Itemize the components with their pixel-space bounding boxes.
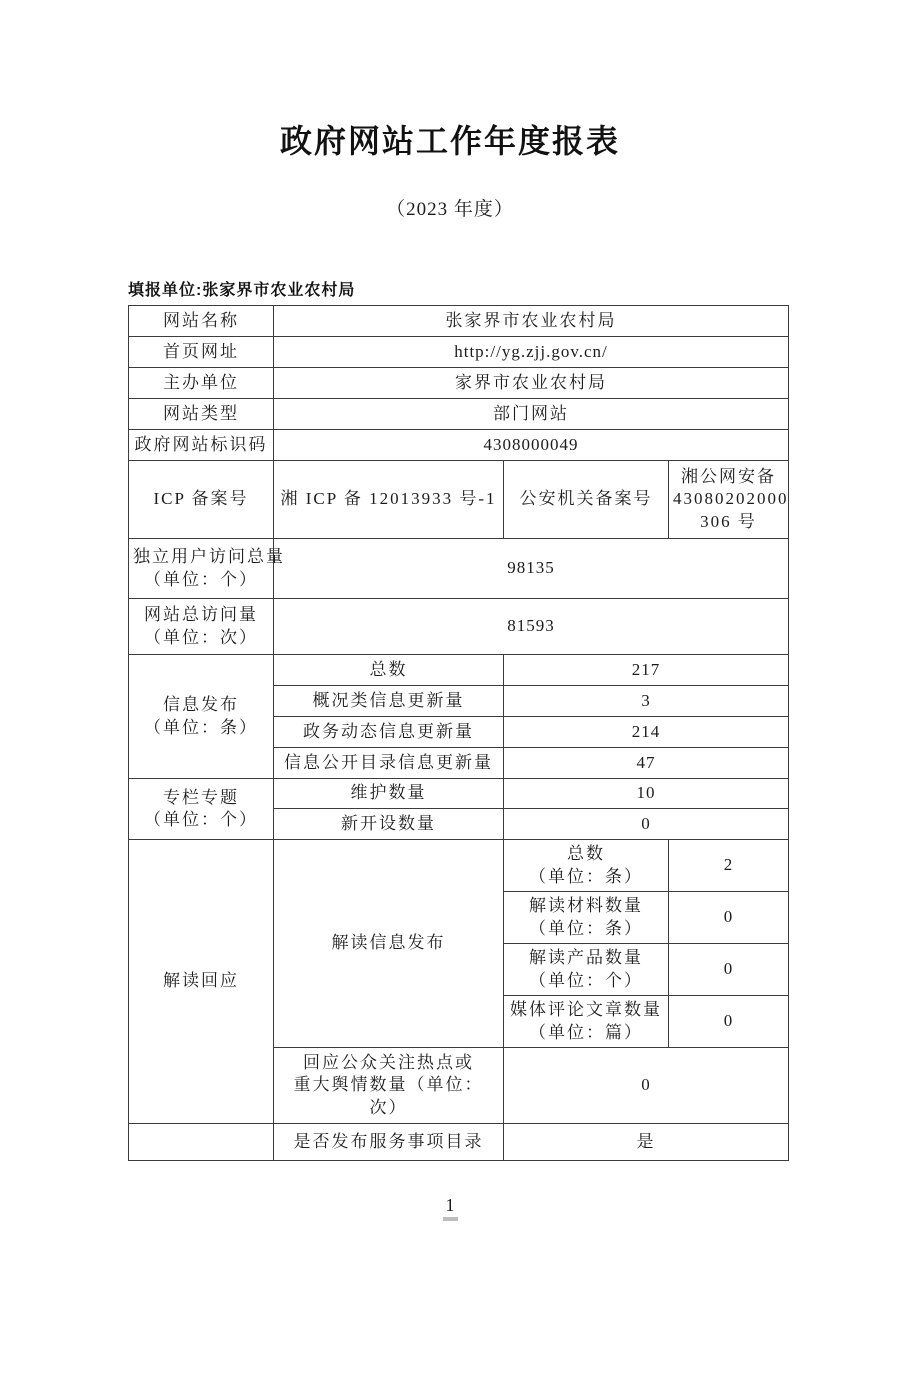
homepage-url-label: 首页网址: [129, 337, 274, 368]
interp-total-value: 2: [669, 840, 789, 892]
unique-visitors-label: 独立用户访问总量（单位：个）: [129, 539, 274, 599]
overview-update-value: 3: [504, 686, 789, 717]
service-directory-label: 是否发布服务事项目录: [274, 1124, 504, 1161]
interp-product-label: 解读产品数量 （单位：个）: [504, 944, 669, 996]
hotspot-response-value: 0: [504, 1048, 789, 1124]
info-total-label: 总数: [274, 655, 504, 686]
table-row: [129, 430, 789, 461]
interp-material-value: 0: [669, 892, 789, 944]
website-name-value: 张家界市农业农村局: [274, 306, 789, 337]
table-row: [129, 779, 789, 809]
service-directory-value: 是: [504, 1124, 789, 1161]
media-comment-value: 0: [669, 996, 789, 1048]
table-row: [129, 306, 789, 337]
interp-product-value: 0: [669, 944, 789, 996]
unique-visitors-value: 98135: [274, 539, 789, 599]
table-row: [129, 539, 789, 599]
police-record-line: 43080202000: [673, 489, 789, 509]
info-publish-section-label: 信息发布 （单位：条）: [129, 655, 274, 779]
police-record-line: 306 号: [700, 511, 757, 531]
media-comment-label: 媒体评论文章数量 （单位：篇）: [504, 996, 669, 1048]
gov-news-update-label: 政务动态信息更新量: [274, 717, 504, 748]
table-row: [129, 368, 789, 399]
website-name-label: 网站名称: [129, 306, 274, 337]
table-row: [129, 337, 789, 368]
police-record-label: 公安机关备案号: [504, 461, 669, 539]
interp-total-label: 总数 （单位：条）: [504, 840, 669, 892]
interpretation-publish-label: 解读信息发布: [274, 840, 504, 1048]
overview-update-label: 概况类信息更新量: [274, 686, 504, 717]
total-visits-label: 网站总访问量 （单位：次）: [129, 599, 274, 655]
hotspot-response-label: 回应公众关注热点或 重大舆情数量（单位： 次）: [274, 1048, 504, 1124]
sponsor-unit-value: 家界市农业农村局: [274, 368, 789, 399]
info-total-value: 217: [504, 655, 789, 686]
site-id-label: 政府网站标识码: [129, 430, 274, 461]
icp-row: [129, 461, 789, 539]
annual-report-table: [128, 305, 789, 1161]
interpretation-section-label: 解读回应: [129, 840, 274, 1124]
page-subtitle: （2023 年度）: [386, 199, 514, 220]
new-count-label: 新开设数量: [274, 809, 504, 840]
table-row: [129, 1124, 789, 1161]
reporting-unit: 填报单位:张家界市农业农村局: [128, 282, 356, 299]
open-directory-update-label: 信息公开目录信息更新量: [274, 748, 504, 779]
police-record-line: 湘公网安备: [681, 467, 776, 487]
special-columns-section-label: 专栏专题 （单位：个）: [129, 779, 274, 840]
website-type-value: 部门网站: [274, 399, 789, 430]
icp-value: 湘 ICP 备 12013933 号-1: [274, 461, 504, 539]
page-number: 1: [0, 1195, 900, 1221]
sponsor-unit-label: 主办单位: [129, 368, 274, 399]
total-visits-value: 81593: [274, 599, 789, 655]
page-title: 政府网站工作年度报表: [279, 123, 620, 159]
interp-material-label: 解读材料数量 （单位：条）: [504, 892, 669, 944]
empty-cell: [129, 1124, 274, 1161]
homepage-url-value: http://yg.zjj.gov.cn/: [274, 337, 789, 368]
icp-label: ICP 备案号: [129, 461, 274, 539]
open-directory-update-value: 47: [504, 748, 789, 779]
police-record-value: [669, 461, 789, 539]
table-row: [129, 840, 789, 892]
maintained-count-value: 10: [504, 779, 789, 809]
website-type-label: 网站类型: [129, 399, 274, 430]
table-row: [129, 399, 789, 430]
table-row: [129, 655, 789, 686]
maintained-count-label: 维护数量: [274, 779, 504, 809]
new-count-value: 0: [504, 809, 789, 840]
site-id-value: 4308000049: [274, 430, 789, 461]
table-row: [129, 599, 789, 655]
gov-news-update-value: 214: [504, 717, 789, 748]
